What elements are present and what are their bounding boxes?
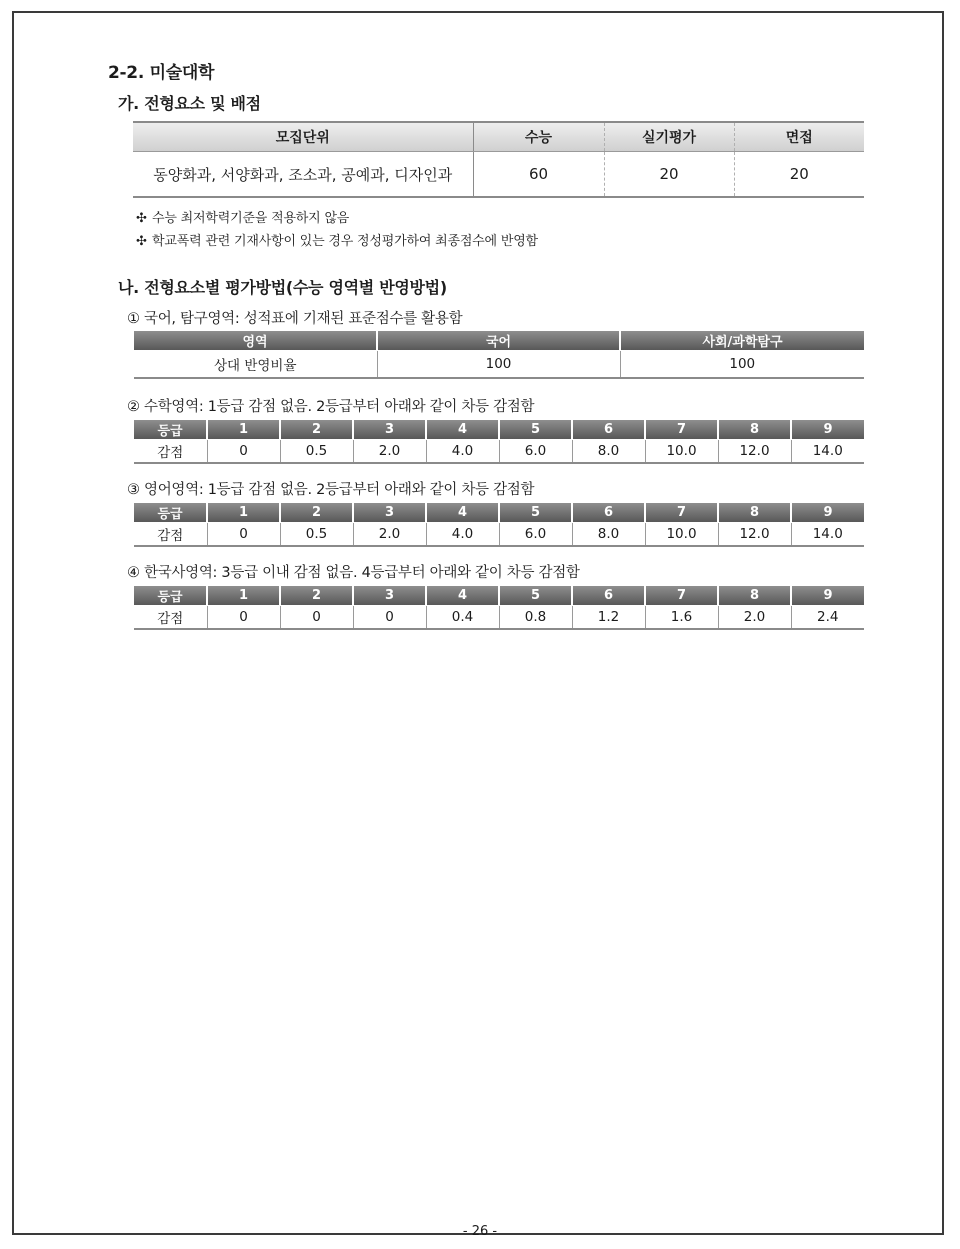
cell-deduction: 0 — [353, 606, 426, 630]
cell-deduction: 1.2 — [572, 606, 645, 630]
note-item — [136, 230, 538, 249]
note-bullet-icon: ✣ — [136, 211, 147, 226]
cell-deduction: 4.0 — [426, 440, 499, 464]
cell-deduction: 4.0 — [426, 523, 499, 547]
english-title: ③ 영어영역: 1등급 감점 없음. 2등급부터 아래와 같이 차등 감점함 — [127, 482, 535, 498]
cell-interview: 20 — [734, 152, 864, 198]
header-social-science: 사회/과학탐구 — [620, 331, 864, 351]
header-grade-8: 8 — [718, 503, 791, 523]
note-item — [136, 207, 349, 226]
page-number: - 26 - — [462, 1224, 498, 1239]
header-unit: 모집단위 — [133, 122, 473, 152]
cell-korean-value: 100 — [377, 351, 620, 379]
history-deduction-table — [134, 586, 864, 630]
subsection-b-title: 나. 전형요소별 평가방법(수능 영역별 반영방법) — [118, 278, 447, 297]
header-grade-9: 9 — [791, 503, 864, 523]
header-grade: 등급 — [134, 420, 207, 440]
cell-deduction: 0 — [207, 523, 280, 547]
table-row — [134, 606, 864, 630]
math-title: ② 수학영역: 1등급 감점 없음. 2등급부터 아래와 같이 차등 감점함 — [127, 399, 535, 415]
cell-deduction: 2.4 — [791, 606, 864, 630]
note-text: 학교폭력 관련 기재사항이 있는 경우 정성평가하여 최종점수에 반영함 — [152, 234, 538, 249]
math-deduction-table — [134, 420, 864, 464]
header-grade-2: 2 — [280, 586, 353, 606]
header-practical: 실기평가 — [604, 122, 734, 152]
section-title: 2-2. 미술대학 — [108, 63, 215, 83]
cell-csat: 60 — [473, 152, 604, 198]
cell-deduction: 2.0 — [718, 606, 791, 630]
header-grade-3: 3 — [353, 586, 426, 606]
header-grade-2: 2 — [280, 420, 353, 440]
header-grade: 등급 — [134, 503, 207, 523]
cell-deduction-label: 감점 — [134, 523, 207, 547]
header-grade-7: 7 — [645, 420, 718, 440]
header-grade-6: 6 — [572, 420, 645, 440]
table-row — [134, 523, 864, 547]
cell-deduction-label: 감점 — [134, 606, 207, 630]
cell-deduction: 8.0 — [572, 440, 645, 464]
header-korean: 국어 — [377, 331, 620, 351]
cell-deduction: 0.5 — [280, 523, 353, 547]
header-csat: 수능 — [473, 122, 604, 152]
header-area: 영역 — [134, 331, 377, 351]
english-deduction-table — [134, 503, 864, 547]
header-grade-8: 8 — [718, 586, 791, 606]
table-row — [133, 152, 864, 198]
cell-deduction: 10.0 — [645, 523, 718, 547]
cell-deduction: 14.0 — [791, 523, 864, 547]
header-grade-5: 5 — [499, 503, 572, 523]
header-grade-4: 4 — [426, 420, 499, 440]
header-grade-7: 7 — [645, 586, 718, 606]
header-grade-6: 6 — [572, 503, 645, 523]
cell-deduction: 0 — [207, 606, 280, 630]
cell-ratio-label: 상대 반영비율 — [134, 351, 377, 379]
header-grade-1: 1 — [207, 420, 280, 440]
cell-deduction: 12.0 — [718, 440, 791, 464]
score-allocation-table — [133, 121, 864, 198]
cell-deduction: 2.0 — [353, 523, 426, 547]
cell-deduction: 6.0 — [499, 523, 572, 547]
header-grade-1: 1 — [207, 586, 280, 606]
table-row — [134, 440, 864, 464]
cell-deduction: 6.0 — [499, 440, 572, 464]
history-title: ④ 한국사영역: 3등급 이내 감점 없음. 4등급부터 아래와 같이 차등 감점함 — [127, 565, 580, 581]
header-grade-4: 4 — [426, 503, 499, 523]
header-grade-4: 4 — [426, 586, 499, 606]
header-grade-5: 5 — [499, 586, 572, 606]
cell-deduction-label: 감점 — [134, 440, 207, 464]
header-grade-1: 1 — [207, 503, 280, 523]
cell-deduction: 14.0 — [791, 440, 864, 464]
header-grade-7: 7 — [645, 503, 718, 523]
note-text: 수능 최저학력기준을 적용하지 않음 — [152, 211, 350, 226]
cell-deduction: 0.5 — [280, 440, 353, 464]
cell-deduction: 0.8 — [499, 606, 572, 630]
header-grade-5: 5 — [499, 420, 572, 440]
header-grade-2: 2 — [280, 503, 353, 523]
header-grade-9: 9 — [791, 420, 864, 440]
cell-deduction: 12.0 — [718, 523, 791, 547]
header-grade: 등급 — [134, 586, 207, 606]
cell-deduction: 0 — [280, 606, 353, 630]
cell-deduction: 2.0 — [353, 440, 426, 464]
cell-deduction: 0 — [207, 440, 280, 464]
cell-deduction: 1.6 — [645, 606, 718, 630]
header-interview: 면접 — [734, 122, 864, 152]
header-grade-9: 9 — [791, 586, 864, 606]
cell-deduction: 8.0 — [572, 523, 645, 547]
cell-deduction: 10.0 — [645, 440, 718, 464]
cell-practical: 20 — [604, 152, 734, 198]
korean-inquiry-table — [134, 331, 864, 379]
header-grade-8: 8 — [718, 420, 791, 440]
subsection-a-title: 가. 전형요소 및 배점 — [118, 94, 261, 113]
cell-inquiry-value: 100 — [620, 351, 864, 379]
korean-inquiry-title: ① 국어, 탐구영역: 성적표에 기재된 표준점수를 활용함 — [127, 311, 463, 327]
cell-deduction: 0.4 — [426, 606, 499, 630]
header-grade-6: 6 — [572, 586, 645, 606]
table-row — [134, 351, 864, 379]
header-grade-3: 3 — [353, 420, 426, 440]
header-grade-3: 3 — [353, 503, 426, 523]
note-bullet-icon: ✣ — [136, 234, 147, 249]
cell-departments: 동양화과, 서양화과, 조소과, 공예과, 디자인과 — [133, 152, 473, 198]
